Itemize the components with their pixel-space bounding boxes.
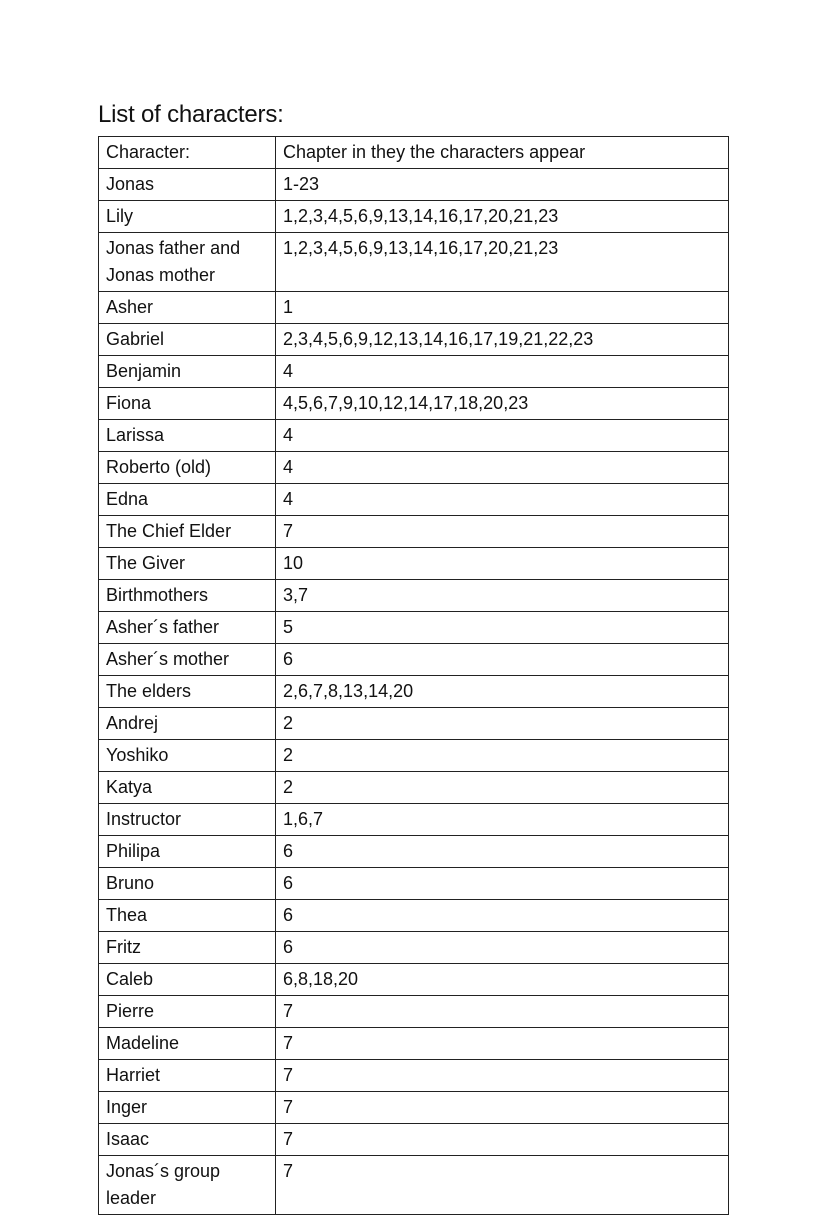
character-name: Inger [99, 1092, 276, 1124]
character-chapters: 4 [276, 356, 729, 388]
table-header-row [99, 137, 729, 169]
table-row [99, 292, 729, 324]
character-chapters: 7 [276, 996, 729, 1028]
character-name: Thea [99, 900, 276, 932]
character-name: The elders [99, 676, 276, 708]
character-chapters: 10 [276, 548, 729, 580]
character-name: Katya [99, 772, 276, 804]
characters-table [98, 136, 729, 1215]
document-title: List of characters: [98, 101, 284, 128]
character-chapters: 1,6,7 [276, 804, 729, 836]
character-name: Jonas father and Jonas mother [99, 233, 276, 292]
table-row [99, 233, 729, 292]
column-header-character: Character: [99, 137, 276, 169]
table-row [99, 388, 729, 420]
table-row [99, 772, 729, 804]
table-row [99, 708, 729, 740]
character-name: Gabriel [99, 324, 276, 356]
character-chapters: 2 [276, 708, 729, 740]
character-name: Jonas [99, 169, 276, 201]
character-name: Asher [99, 292, 276, 324]
table-row [99, 996, 729, 1028]
character-chapters: 2,3,4,5,6,9,12,13,14,16,17,19,21,22,23 [276, 324, 729, 356]
character-chapters: 2 [276, 740, 729, 772]
table-row [99, 484, 729, 516]
character-chapters: 1,2,3,4,5,6,9,13,14,16,17,20,21,23 [276, 201, 729, 233]
character-chapters: 3,7 [276, 580, 729, 612]
character-chapters: 1,2,3,4,5,6,9,13,14,16,17,20,21,23 [276, 233, 729, 292]
character-chapters: 6 [276, 900, 729, 932]
character-chapters: 4,5,6,7,9,10,12,14,17,18,20,23 [276, 388, 729, 420]
table-row [99, 516, 729, 548]
character-name: Madeline [99, 1028, 276, 1060]
table-row [99, 420, 729, 452]
character-name: Bruno [99, 868, 276, 900]
character-chapters: 7 [276, 1156, 729, 1215]
table-row [99, 452, 729, 484]
character-chapters: 4 [276, 420, 729, 452]
character-chapters: 7 [276, 516, 729, 548]
character-chapters: 6 [276, 932, 729, 964]
character-name: Yoshiko [99, 740, 276, 772]
column-header-chapters: Chapter in they the characters appear [276, 137, 729, 169]
character-name: Pierre [99, 996, 276, 1028]
table-row [99, 169, 729, 201]
table-row [99, 1060, 729, 1092]
character-chapters: 7 [276, 1060, 729, 1092]
character-name: Benjamin [99, 356, 276, 388]
character-chapters: 6 [276, 644, 729, 676]
character-name: Asher´s mother [99, 644, 276, 676]
character-chapters: 2,6,7,8,13,14,20 [276, 676, 729, 708]
character-chapters: 7 [276, 1028, 729, 1060]
character-chapters: 6,8,18,20 [276, 964, 729, 996]
character-name: The Giver [99, 548, 276, 580]
table-body [99, 169, 729, 1215]
character-chapters: 4 [276, 452, 729, 484]
character-name: Andrej [99, 708, 276, 740]
character-name: Fritz [99, 932, 276, 964]
table-row [99, 644, 729, 676]
character-name: Philipa [99, 836, 276, 868]
table-row [99, 804, 729, 836]
table-row [99, 324, 729, 356]
character-name: Asher´s father [99, 612, 276, 644]
table-row [99, 548, 729, 580]
character-chapters: 7 [276, 1124, 729, 1156]
character-name: Larissa [99, 420, 276, 452]
character-name: Lily [99, 201, 276, 233]
table-row [99, 1124, 729, 1156]
character-name: Isaac [99, 1124, 276, 1156]
table-row [99, 1092, 729, 1124]
character-name: Caleb [99, 964, 276, 996]
table-row [99, 612, 729, 644]
table-row [99, 932, 729, 964]
character-name: Fiona [99, 388, 276, 420]
character-chapters: 6 [276, 836, 729, 868]
character-chapters: 5 [276, 612, 729, 644]
character-name: Instructor [99, 804, 276, 836]
table-row [99, 201, 729, 233]
character-name: Roberto (old) [99, 452, 276, 484]
character-name: Jonas´s group leader [99, 1156, 276, 1215]
character-name: Edna [99, 484, 276, 516]
table-row [99, 580, 729, 612]
table-row [99, 740, 729, 772]
character-chapters: 6 [276, 868, 729, 900]
character-chapters: 1-23 [276, 169, 729, 201]
table-row [99, 1156, 729, 1215]
table-row [99, 900, 729, 932]
character-chapters: 2 [276, 772, 729, 804]
table-row [99, 836, 729, 868]
character-chapters: 1 [276, 292, 729, 324]
table-row [99, 964, 729, 996]
character-name: Birthmothers [99, 580, 276, 612]
character-chapters: 4 [276, 484, 729, 516]
table-row [99, 1028, 729, 1060]
character-name: Harriet [99, 1060, 276, 1092]
character-name: The Chief Elder [99, 516, 276, 548]
table-row [99, 356, 729, 388]
table-row [99, 868, 729, 900]
character-chapters: 7 [276, 1092, 729, 1124]
table-row [99, 676, 729, 708]
